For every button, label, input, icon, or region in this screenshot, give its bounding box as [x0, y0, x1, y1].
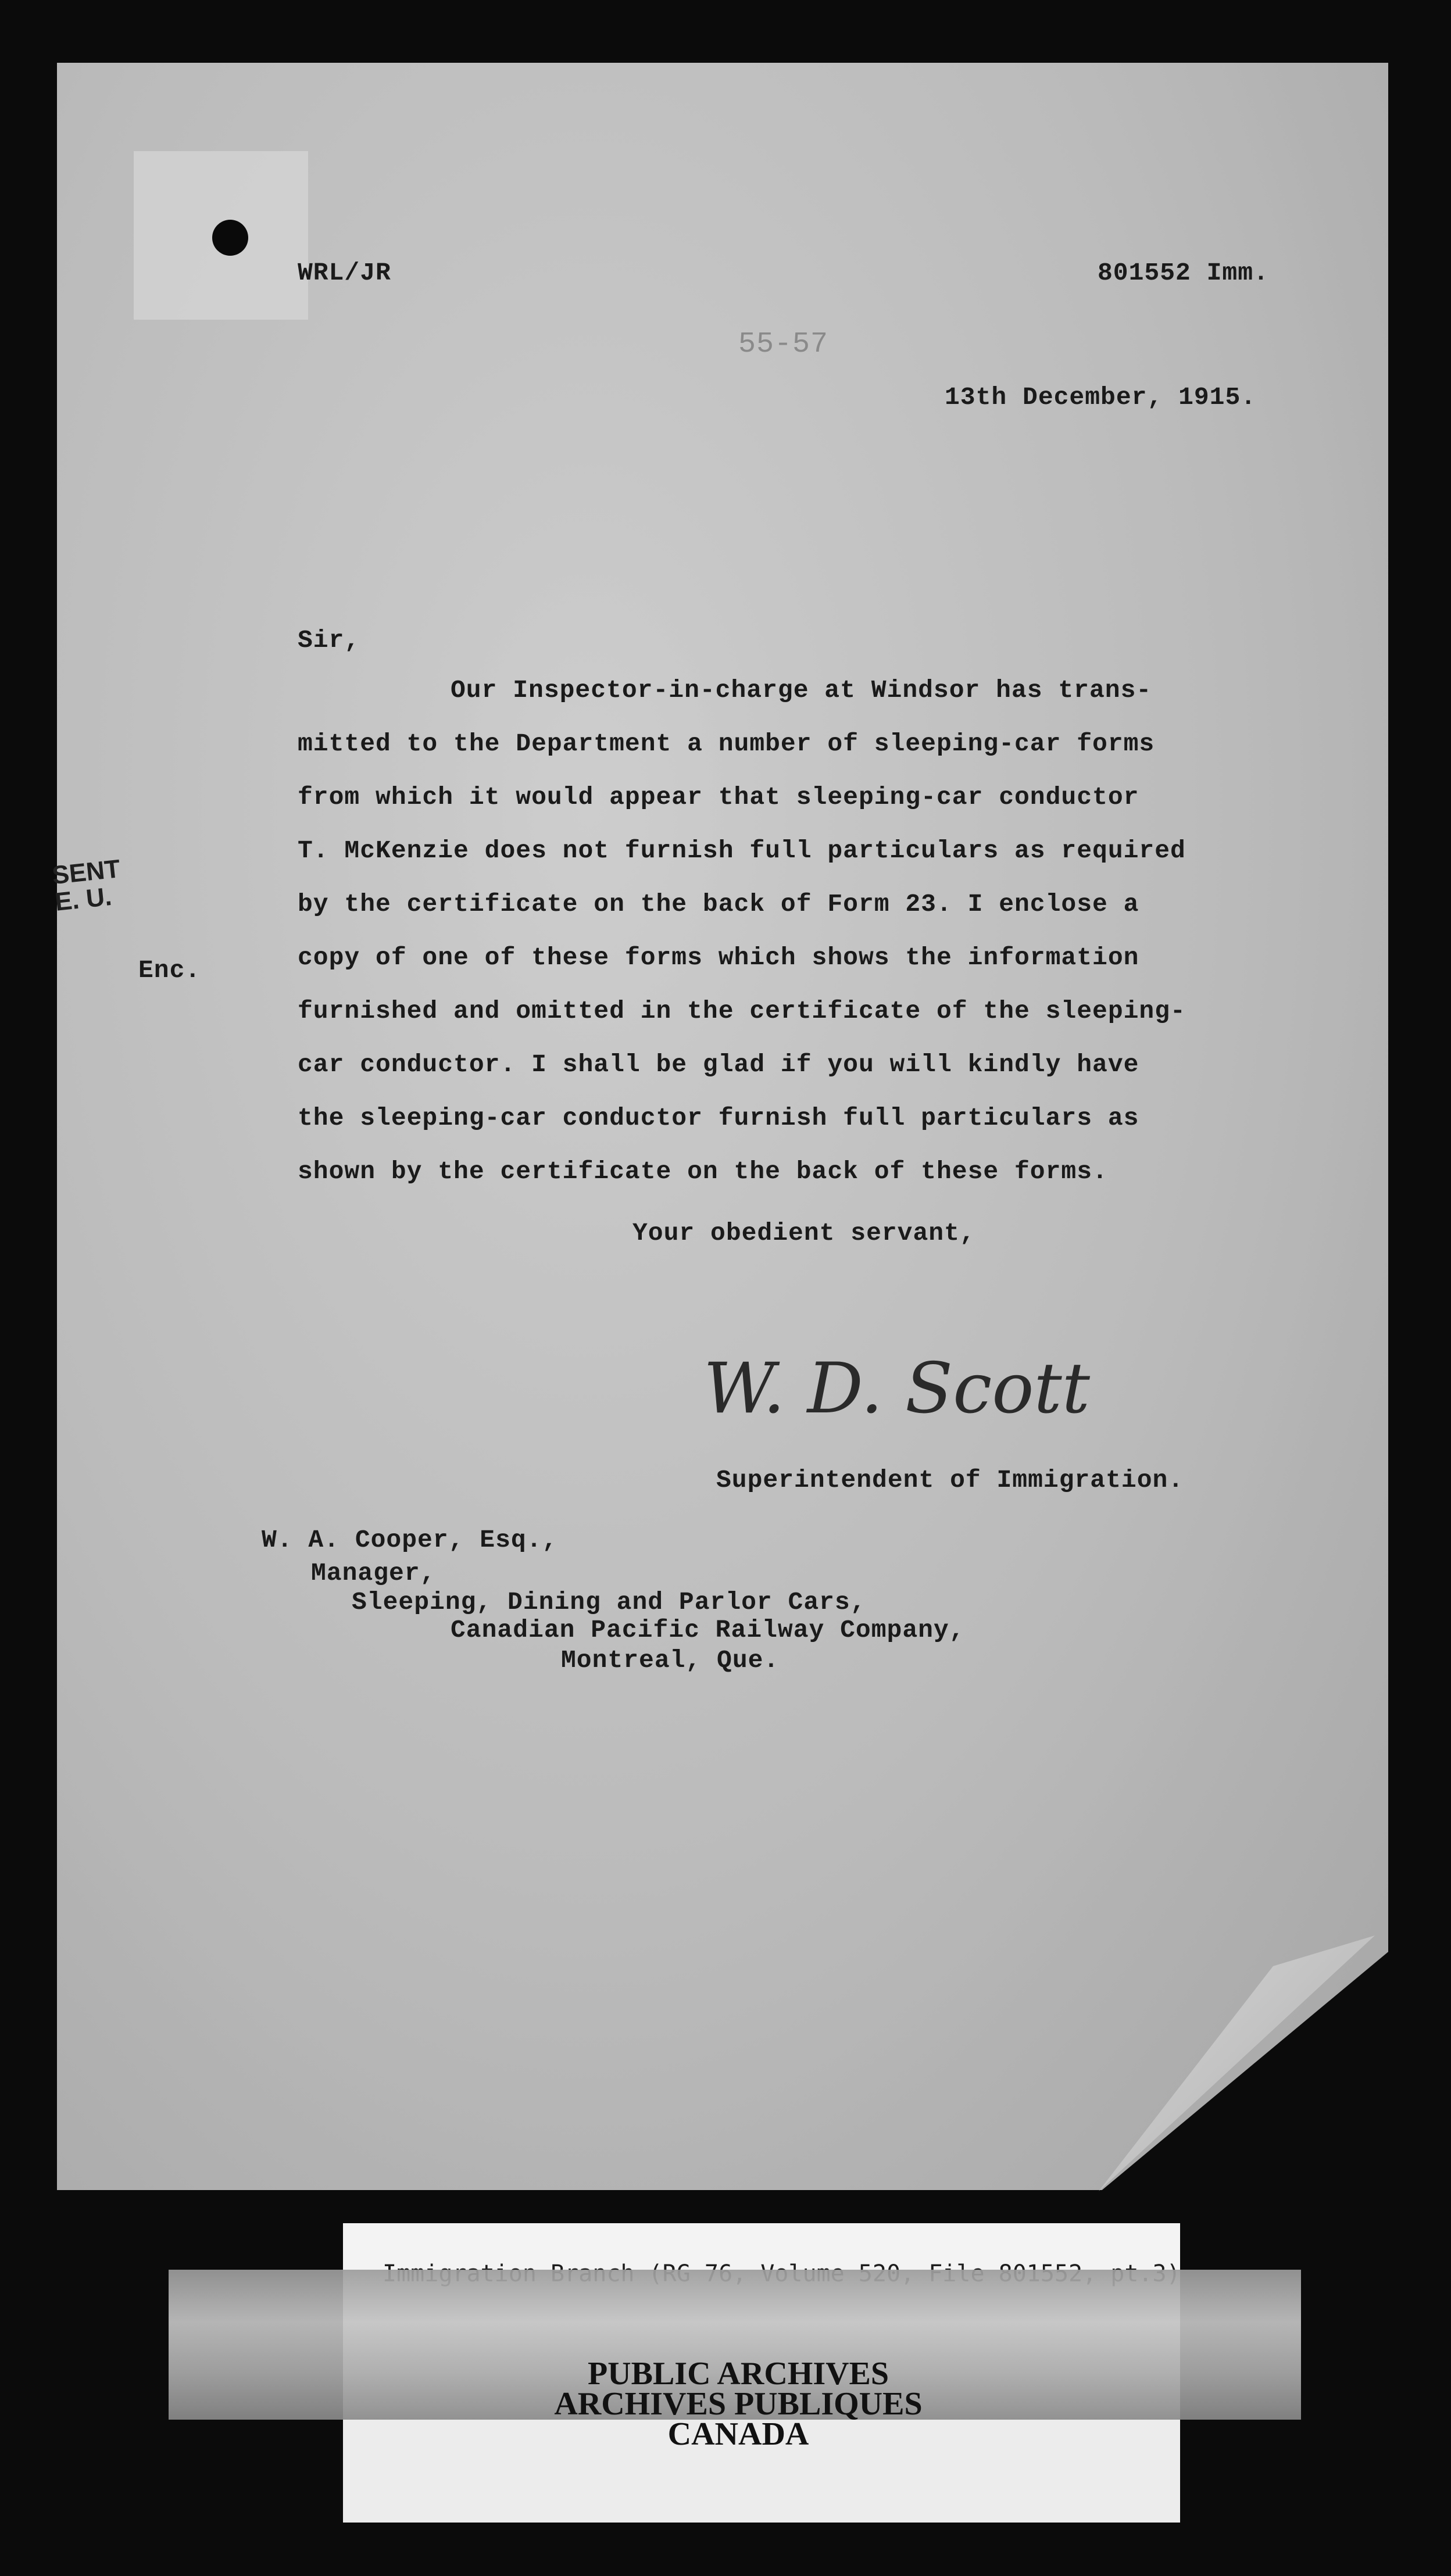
recipient-name: W. A. Cooper, Esq., [262, 1526, 558, 1554]
body-line: T. McKenzie does not furnish full particulars as required [298, 836, 1186, 865]
body-line: furnished and omitted in the certificate of the sleeping- [298, 997, 1186, 1025]
closing: Your obedient servant, [632, 1219, 975, 1247]
body-line: mitted to the Department a number of sleeping-car forms [298, 729, 1155, 758]
handwritten-signature: W. D. Scott [703, 1348, 1090, 1429]
body-line: shown by the certificate on the back of these forms. [298, 1157, 1108, 1186]
recipient-city: Montreal, Que. [561, 1646, 780, 1675]
enclosure-note: Enc. [138, 956, 201, 985]
sent-stamp [51, 856, 124, 916]
archive-stamp-line1: PUBLIC ARCHIVES [587, 2356, 889, 2392]
recipient-company: Canadian Pacific Railway Company, [451, 1616, 965, 1644]
letter-date: 13th December, 1915. [945, 383, 1257, 412]
body-line: car conductor. I shall be glad if you will kindly have [298, 1050, 1139, 1079]
sent-stamp-line1: SENT [51, 854, 122, 890]
body-line: copy of one of these forms which shows the information [298, 943, 1139, 972]
recipient-title: Manager, [311, 1559, 436, 1587]
recipient-department: Sleeping, Dining and Parlor Cars, [352, 1588, 866, 1616]
faint-stamped-number: 55-57 [738, 328, 829, 361]
body-line: Our Inspector-in-charge at Windsor has trans- [451, 676, 1152, 704]
file-reference: 801552 Imm. [1098, 259, 1269, 287]
sent-stamp-line2: E. U. [53, 882, 113, 917]
letter-body [298, 676, 1286, 1211]
body-line: the sleeping-car conductor furnish full particulars as [298, 1104, 1139, 1132]
body-line: from which it would appear that sleeping-car conductor [298, 783, 1139, 811]
salutation: Sir, [298, 626, 360, 654]
reference-initials: WRL/JR [298, 259, 391, 287]
body-line: by the certificate on the back of Form 23. I enclose a [298, 890, 1139, 918]
public-archives-stamp [483, 2356, 994, 2452]
archive-stamp-line2: ARCHIVES PUBLIQUES [554, 2386, 923, 2422]
archive-stamp-line3: CANADA [667, 2416, 809, 2452]
signer-title: Superintendent of Immigration. [716, 1466, 1184, 1494]
punch-hole [212, 220, 248, 256]
